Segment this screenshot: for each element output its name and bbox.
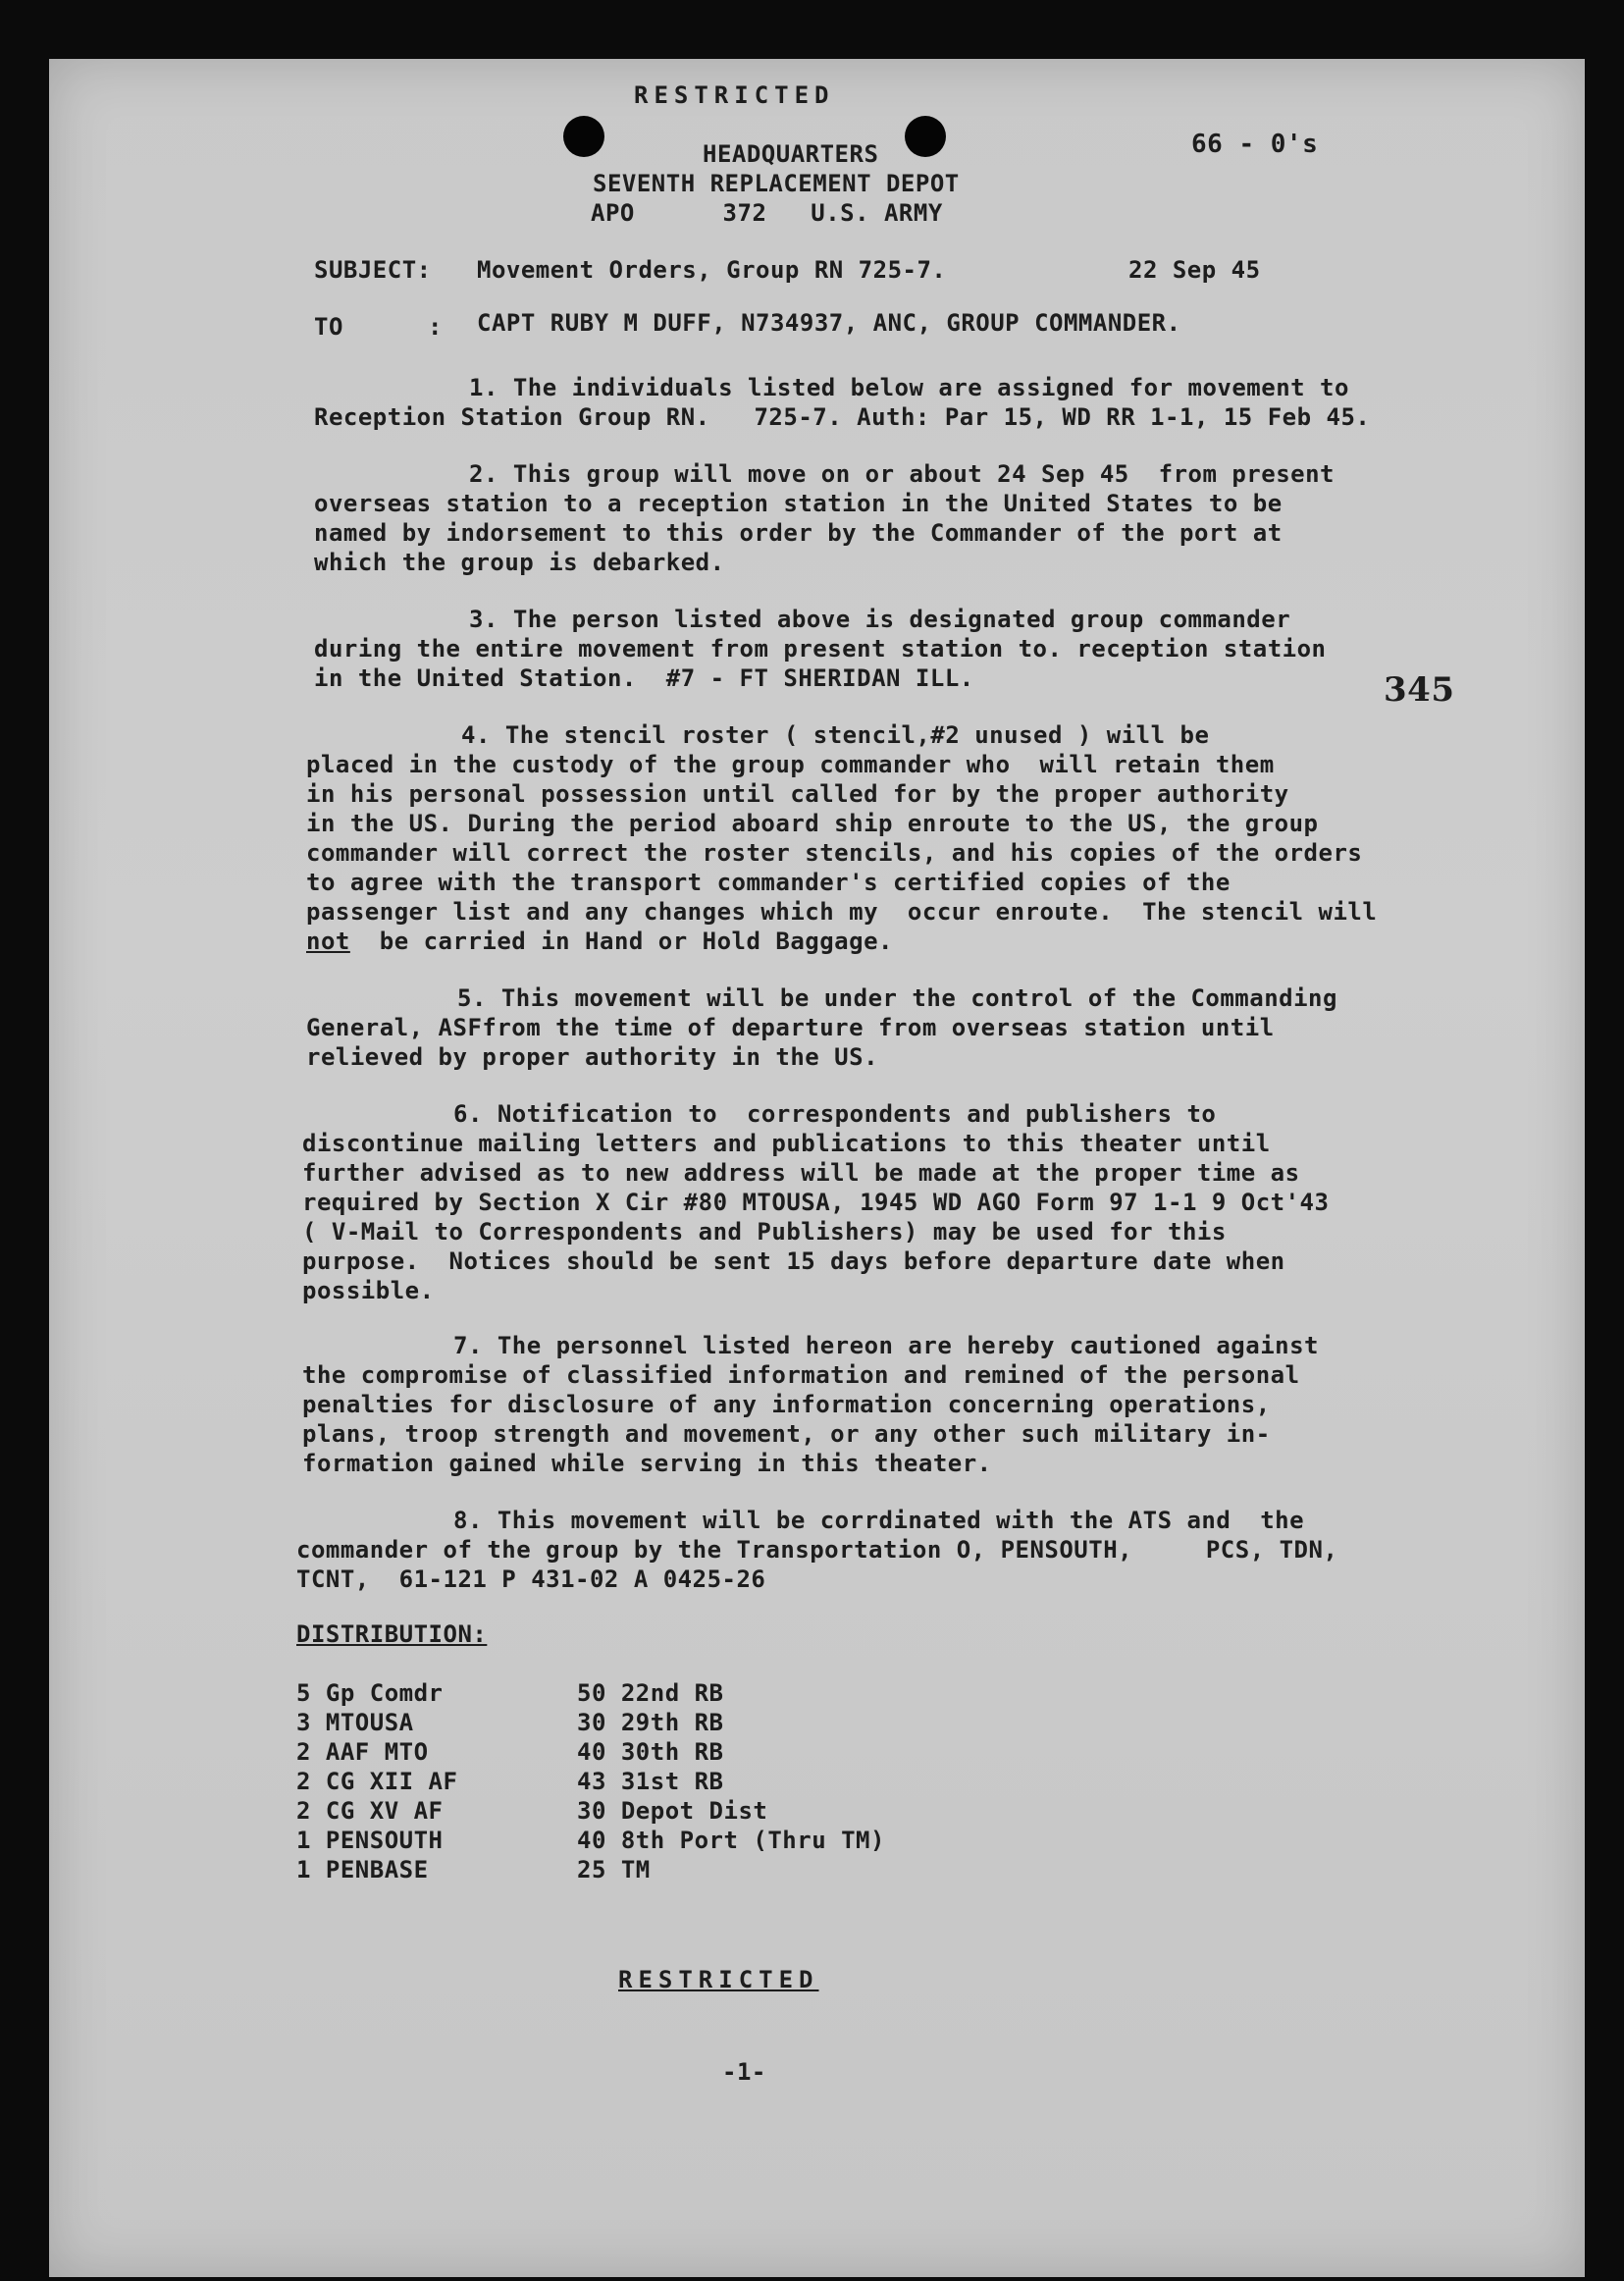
para-6-line: 6. Notification to correspondents and publishers to [453,1100,1217,1128]
to-label: TO [314,313,343,341]
para-6-line: discontinue mailing letters and publications to this theater until [302,1130,1271,1157]
distribution-left-item: 1 PENSOUTH [296,1827,444,1854]
para-1-line: Reception Station Group RN. 725-7. Auth: Par 15, WD RR 1-1, 15 Feb 45. [314,403,1371,431]
para-4-line: 4. The stencil roster ( stencil,#2 unused ) will be [461,721,1210,749]
page-number: -1- [722,2058,766,2086]
distribution-right-item: 43 31st RB [577,1768,724,1795]
distribution-left-item: 3 MTOUSA [296,1709,414,1736]
document-date: 22 Sep 45 [1128,256,1261,284]
distribution-left-item: 1 PENBASE [296,1856,429,1883]
para-6-line: purpose. Notices should be sent 15 days before departure date when [302,1247,1285,1275]
distribution-left-item: 2 CG XII AF [296,1768,458,1795]
distribution-right-item: 30 Depot Dist [577,1797,768,1825]
para-5-line: relieved by proper authority in the US. [306,1043,879,1071]
punch-hole [905,116,946,157]
org-line-2: SEVENTH REPLACEMENT DEPOT [593,170,960,197]
para-5-line: General, ASFfrom the time of departure from overseas station until [306,1014,1275,1041]
distribution-left-item: 5 Gp Comdr [296,1679,444,1707]
document-page [49,59,1585,2277]
to-addressee: CAPT RUBY M DUFF, N734937, ANC, GROUP COMMANDER. [477,309,1181,337]
subject-text: Movement Orders, Group RN 725-7. [477,256,947,284]
distribution-right-item: 50 22nd RB [577,1679,724,1707]
para-4-line: in his personal possession until called for by the proper authority [306,780,1289,808]
para-2-line: which the group is debarked. [314,549,725,576]
para-8-line: TCNT, 61-121 P 431-02 A 0425-26 [296,1565,766,1593]
para-4-line: to agree with the transport commander's certified copies of the [306,869,1231,896]
para-4-line: placed in the custody of the group commander who will retain them [306,751,1275,778]
para-6-line: required by Section X Cir #80 MTOUSA, 1945 WD AGO Form 97 1-1 9 Oct'43 [302,1189,1330,1216]
para-7-line: the compromise of classified information and remined of the personal [302,1361,1300,1389]
para-3-line: 3. The person listed above is designated group commander [469,606,1291,633]
para-4-last-line [306,927,893,956]
distribution-heading: DISTRIBUTION: [296,1620,488,1648]
para-2-line: overseas station to a reception station in the United States to be [314,490,1283,517]
para-4-line: passenger list and any changes which my occur enroute. The stencil will [306,898,1378,926]
para-3-line: in the United Station. #7 - FT SHERIDAN ILL. [314,664,974,692]
para-6-line: further advised as to new address will be made at the proper time as [302,1159,1300,1187]
para-7-line: formation gained while serving in this theater. [302,1450,992,1477]
para-3-line: during the entire movement from present station to. reception station [314,635,1327,663]
para-8-line: 8. This movement will be corrdinated with the ATS and the [453,1507,1305,1534]
para-2-line: named by indorsement to this order by the Commander of the port at [314,519,1283,547]
para-8-line: commander of the group by the Transportation O, PENSOUTH, PCS, TDN, [296,1536,1338,1564]
punch-hole [563,116,604,157]
classification-bottom: RESTRICTED [618,1966,819,1993]
org-line-1: HEADQUARTERS [703,140,879,168]
para-4-line: commander will correct the roster stencils, and his copies of the orders [306,839,1363,867]
page-stamp-number: 345 [1384,670,1455,710]
para-5-line: 5. This movement will be under the control of the Commanding [457,984,1337,1012]
file-reference: 66 - 0's [1191,130,1319,159]
para-6-line: possible. [302,1277,435,1304]
distribution-left-item: 2 AAF MTO [296,1738,429,1766]
org-line-3: APO 372 U.S. ARMY [591,199,943,227]
distribution-right-item: 40 8th Port (Thru TM) [577,1827,885,1854]
distribution-right-item: 30 29th RB [577,1709,724,1736]
para-4-line: in the US. During the period aboard ship enroute to the US, the group [306,810,1319,837]
distribution-right-item: 25 TM [577,1856,651,1883]
underlined-not: not [306,928,350,955]
distribution-right-item: 40 30th RB [577,1738,724,1766]
para-7-line: penalties for disclosure of any information concerning operations, [302,1391,1271,1418]
para-4-last-rest: be carried in Hand or Hold Baggage. [349,928,893,955]
subject-label: SUBJECT: [314,256,432,284]
para-2-line: 2. This group will move on or about 24 Sep 45 from present [469,460,1336,488]
to-colon: : [428,313,443,341]
para-1-line: 1. The individuals listed below are assigned for movement to [469,374,1349,401]
para-6-line: ( V-Mail to Correspondents and Publishers) may be used for this [302,1218,1227,1246]
para-7-line: plans, troop strength and movement, or any other such military in- [302,1420,1271,1448]
para-7-line: 7. The personnel listed hereon are hereby cautioned against [453,1332,1320,1359]
distribution-left-item: 2 CG XV AF [296,1797,444,1825]
classification-top: RESTRICTED [634,81,835,109]
